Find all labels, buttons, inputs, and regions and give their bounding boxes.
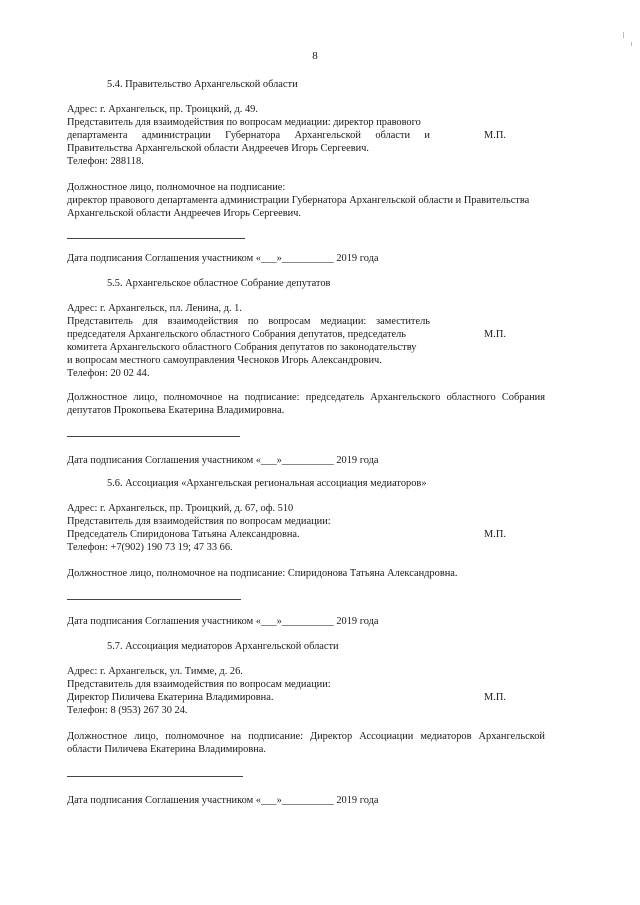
address: Адрес: г. Архангельск, пр. Троицкий, д. 49. [67, 104, 258, 115]
signature-line [67, 436, 240, 437]
signing-date-line: Дата подписания Соглашения участником «___»__________ 2019 года [67, 253, 379, 264]
representative-line: Представитель для взаимодействия по вопросам медиации: директор правового [67, 117, 421, 128]
scan-artifact [623, 32, 624, 38]
official-line: директор правового департамента администрации Губернатора Архангельской области и Правительства [67, 195, 530, 206]
section-heading: 5.4. Правительство Архангельской области [107, 79, 298, 90]
section-heading: 5.6. Ассоциация «Архангельская региональная ассоциация медиаторов» [107, 478, 427, 489]
phone: Телефон: 8 (953) 267 30 24. [67, 705, 188, 716]
official-line: Архангельской области Андреечев Игорь Сергеевич. [67, 208, 301, 219]
representative-line: департамента администрации Губернатора Архангельской области и [67, 130, 430, 141]
scan-artifact [631, 42, 632, 46]
address: Адрес: г. Архангельск, пл. Ленина, д. 1. [67, 303, 242, 314]
official-line: Должностное лицо, полномочное на подписание: председатель Архангельского областного Собрания [67, 392, 545, 403]
signing-date-line: Дата подписания Соглашения участником «___»__________ 2019 года [67, 795, 379, 806]
official-line: Должностное лицо, полномочное на подписание: Директор Ассоциации медиаторов Архангельской [67, 731, 545, 742]
representative-line: Представитель для взаимодействия по вопросам медиации: [67, 516, 331, 527]
official-line: депутатов Прокопьева Екатерина Владимировна. [67, 405, 285, 416]
signing-date-line: Дата подписания Соглашения участником «___»__________ 2019 года [67, 455, 379, 466]
representative-line: председателя Архангельского областного Собрания депутатов, председатель [67, 329, 407, 340]
phone: Телефон: +7(902) 190 73 19; 47 33 66. [67, 542, 233, 553]
signature-line [67, 776, 243, 777]
section-heading: 5.5. Архангельское областное Собрание депутатов [107, 278, 331, 289]
signature-line [67, 599, 241, 600]
representative-line: Правительства Архангельской области Андреечев Игорь Сергеевич. [67, 143, 369, 154]
official-line: Должностное лицо, полномочное на подписание: Спиридонова Татьяна Александровна. [67, 568, 458, 579]
representative-line: Председатель Спиридонова Татьяна Александровна. [67, 529, 300, 540]
phone: Телефон: 288118. [67, 156, 144, 167]
stamp-label: М.П. [484, 529, 506, 540]
signature-line [67, 238, 245, 239]
representative-line: комитета Архангельского областного Собрания депутатов по законодательству [67, 342, 417, 353]
page-number: 8 [312, 50, 318, 62]
phone: Телефон: 20 02 44. [67, 368, 150, 379]
signing-date-line: Дата подписания Соглашения участником «___»__________ 2019 года [67, 616, 379, 627]
section-heading: 5.7. Ассоциация медиаторов Архангельской области [107, 641, 339, 652]
address: Адрес: г. Архангельск, ул. Тимме, д. 26. [67, 666, 243, 677]
representative-line: Представитель для взаимодействия по вопросам медиации: [67, 679, 331, 690]
stamp-label: М.П. [484, 329, 506, 340]
representative-line: Директор Пиличева Екатерина Владимировна. [67, 692, 274, 703]
address: Адрес: г. Архангельск, пр. Троицкий, д. 67, оф. 510 [67, 503, 294, 514]
stamp-label: М.П. [484, 130, 506, 141]
representative-line: Представитель для взаимодействия по вопросам медиации: заместитель [67, 316, 430, 327]
official-line: Должностное лицо, полномочное на подписание: [67, 182, 286, 193]
representative-line: и вопросам местного самоуправления Чесноков Игорь Александрович. [67, 355, 382, 366]
official-line: области Пиличева Екатерина Владимировна. [67, 744, 266, 755]
stamp-label: М.П. [484, 692, 506, 703]
